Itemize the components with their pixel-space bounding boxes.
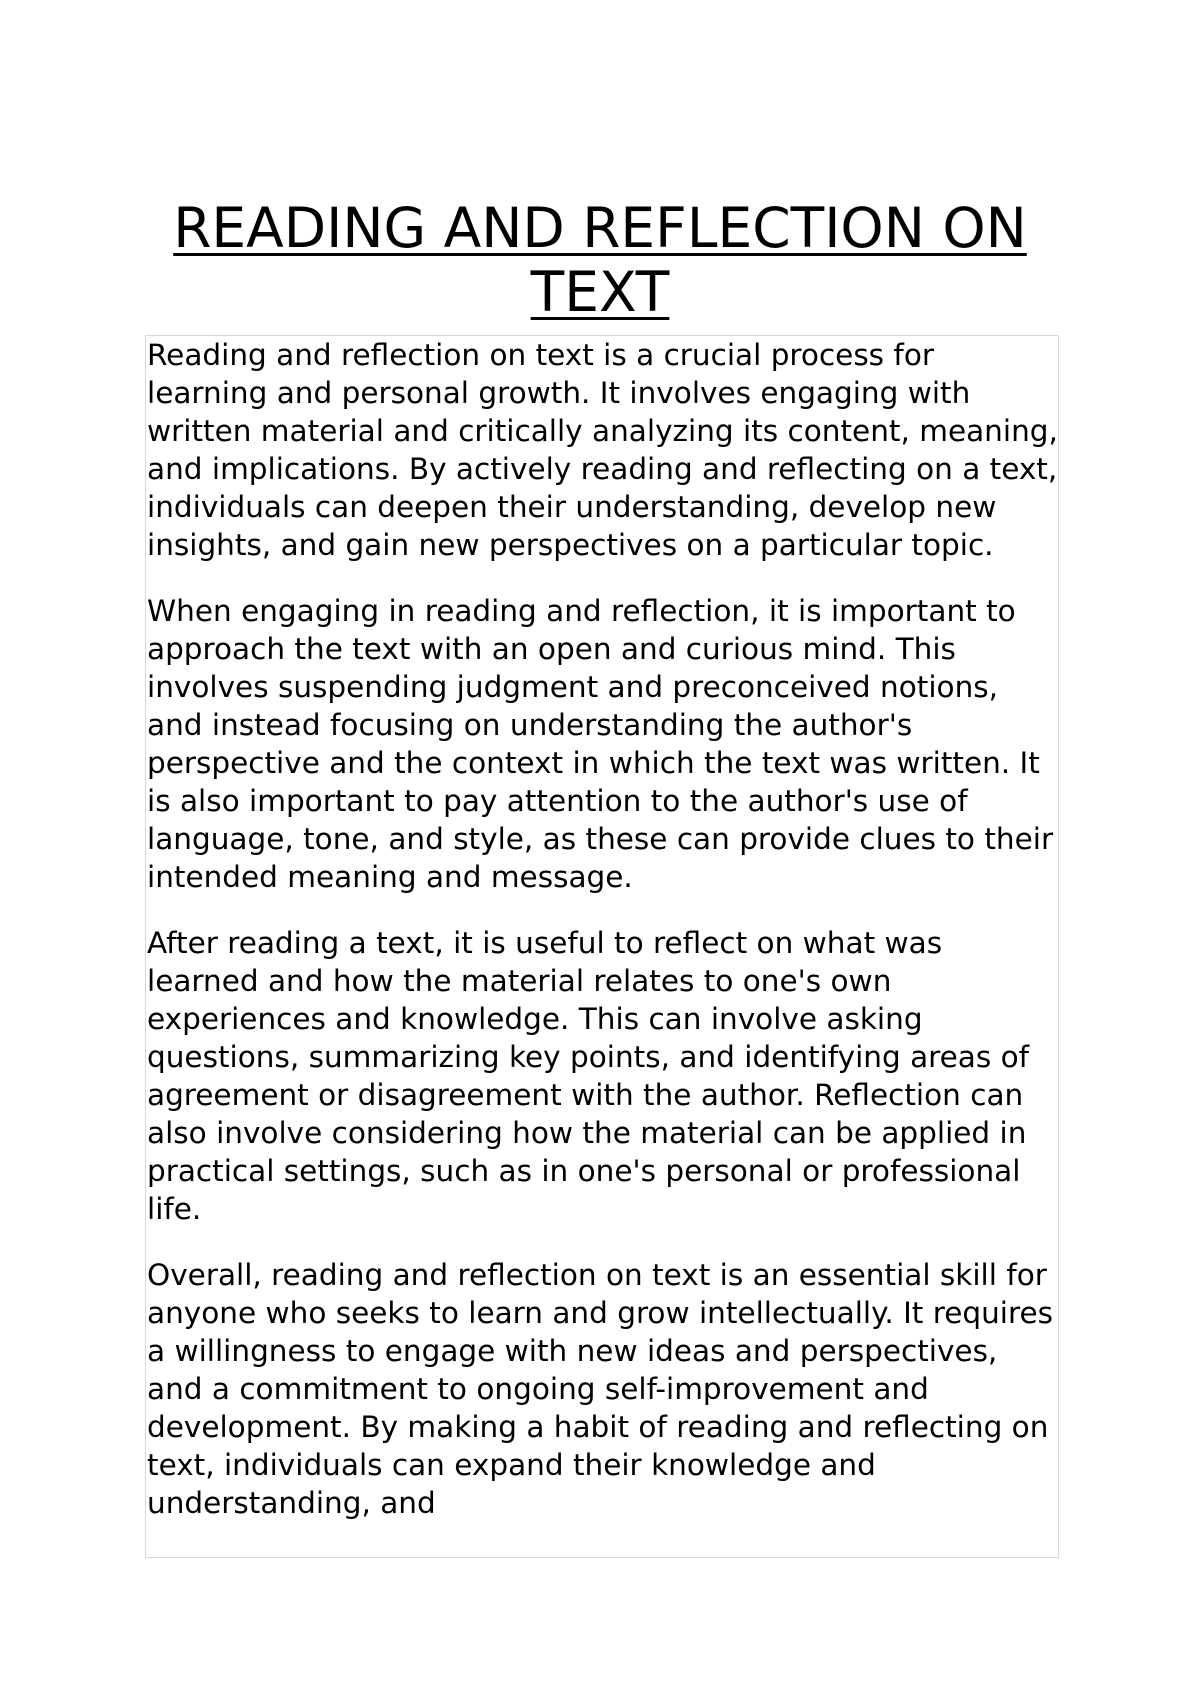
text-box (145, 335, 1059, 1558)
paragraph: Reading and reflection on text is a crucial process for learning and personal growth. It involves engaging with written material and critically analyzing its content, meaning, and implications. By actively reading and reflecting on a text, individuals can deepen their understanding, develop new insights, and gain new perspectives on a particular topic. (147, 338, 1058, 562)
paragraph: After reading a text, it is useful to reflect on what was learned and how the material relates to one's own experiences and knowledge. This can involve asking questions, summarizing key points, and identifying areas of agreement or disagreement with the author. Reflection can also involve considering how the material can be applied in practical settings, such as in one's personal or professional life. (147, 926, 1030, 1226)
document-title: READING AND REFLECTION ON TEXT (173, 196, 1027, 324)
paragraph: Overall, reading and reflection on text is an essential skill for anyone who seeks to learn and grow intellectually. It requires a willingness to engage with new ideas and perspectives, and a commitment to ongoing self-improvement and development. By making a habit of reading and reflecting on text, individuals can expand their knowledge and understanding, and (147, 1258, 1053, 1520)
paragraph: When engaging in reading and reflection, it is important to approach the text with an open and curious mind. This involves suspending judgment and preconceived notions, and instead focusing on understanding the author's perspective and the context in which the text was written. It is also important to pay attention to the author's use of language, tone, and style, as these can provide clues to their intended meaning and message. (147, 594, 1054, 894)
